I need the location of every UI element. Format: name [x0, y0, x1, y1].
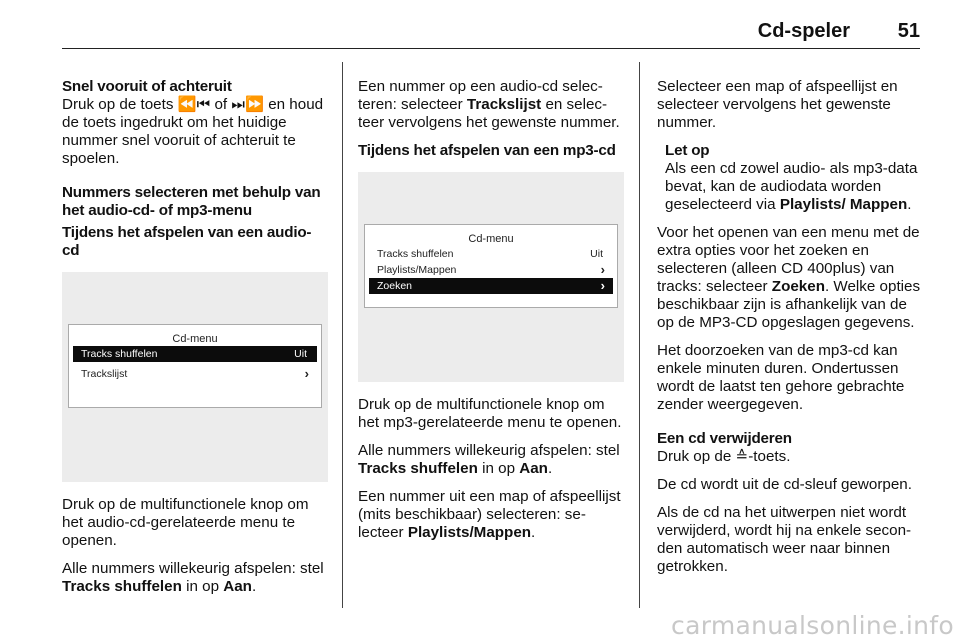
page-title: Cd-speler	[757, 20, 850, 42]
paragraph-open-menu: Druk op de multifunctionele knop om het audio-cd-gerelateerde menu te openen.	[62, 496, 309, 549]
note-box	[665, 142, 923, 214]
paragraph-open-mp3-menu: Druk op de multifunctionele knop om het mp3-gerelateerde menu te openen.	[358, 396, 622, 431]
menu-row-tracks-shuffelen: Tracks shuffelen Uit	[377, 248, 603, 260]
heading-select-tracks: Nummers selecteren met behulp van het audio-cd- of mp3-menu	[62, 184, 321, 219]
menu-title: Cd-menu	[468, 233, 514, 245]
paragraph-shuffle-mp3: Alle nummers willekeurig afspelen: stel Tracks shuffelen in op Aan.	[358, 442, 620, 477]
heading-mp3-cd: Tijdens het afspelen van een mp3-cd	[358, 142, 616, 159]
rewind-icon: ⏪⏮	[177, 96, 211, 113]
paragraph-select-folder: Selecteer een map of afspeellijst en selecteer vervolgens het gewenste nummer.	[657, 78, 898, 131]
watermark: carmanualsonline.info	[671, 611, 954, 640]
chevron-right-icon: ›	[304, 366, 309, 381]
column-divider	[639, 62, 640, 608]
menu-row-tracks-shuffelen: Tracks shuffelen Uit	[73, 346, 317, 362]
chevron-right-icon: ›	[600, 278, 605, 293]
paragraph-fast-forward: Druk op de toets ⏪⏮ of ⏭⏩ en houd de toets ingedrukt om het huidige nummer snel vooruit of achteruit te spoelen.	[62, 96, 324, 167]
menu-row-zoeken: Zoeken ›	[369, 278, 613, 294]
menu-row-playlists-mappen: Playlists/Mappen ›	[377, 262, 605, 277]
note-title: Let op	[665, 142, 710, 159]
paragraph-shuffle: Alle nummers willekeurig afspelen: stel Tracks shuffelen in op Aan.	[62, 560, 324, 595]
column-1	[62, 78, 328, 606]
paragraph-select-track: Een nummer op een audio-cd selecteren: selecteer Trackslijst en selecteer vervolgens het gewenste nummer.	[358, 78, 620, 131]
page-number: 51	[897, 20, 920, 42]
column-3	[657, 78, 923, 586]
paragraph-select-playlist: Een nummer uit een map of afspeellijst (mits beschikbaar) selecteren: selecteer Playlists/Mappen.	[358, 488, 621, 541]
paragraph-ejected: De cd wordt uit de cd-sleuf geworpen.	[657, 476, 912, 493]
cd-menu-figure-mp3	[358, 172, 624, 382]
cd-menu-figure-audio	[62, 272, 328, 482]
menu-row-trackslijst: Trackslijst ›	[81, 366, 309, 381]
paragraph-eject: Druk op de ≙-toets.	[657, 448, 791, 465]
page-header	[62, 0, 920, 49]
eject-icon: ≙	[735, 448, 749, 465]
note-text: Als een cd zowel audio- als mp3-data bevat, kan de audiodata worden geselecteerd via Playlists/ Mappen.	[665, 160, 918, 213]
heading-audio-cd: Tijdens het afspelen van een audio-cd	[62, 224, 312, 259]
chevron-right-icon: ›	[600, 262, 605, 277]
paragraph-auto-retract: Als de cd na het uitwerpen niet wordt verwijderd, wordt hij na enkele seconden automatisch weer naar binnen getrokken.	[657, 504, 912, 575]
column-divider	[342, 62, 343, 608]
menu-title: Cd-menu	[172, 333, 218, 345]
cd-menu-screen	[68, 324, 322, 408]
heading-eject-cd: Een cd verwijderen	[657, 430, 792, 447]
paragraph-search-duration: Het doorzoeken van de mp3-cd kan enkele minuten duren. Ondertussen wordt de laatst ten gehore gebrachte zender weergegeven.	[657, 342, 905, 413]
cd-menu-screen	[364, 224, 618, 308]
column-2	[358, 78, 624, 552]
forward-icon: ⏭⏩	[231, 96, 264, 113]
paragraph-search: Voor het openen van een menu met de extra opties voor het zoeken en selecteren (alleen CD 400plus) van tracks: selecteer Zoeken. Welke opties beschikbaar zijn is afhankelijk van de op de MP3-CD opgeslagen gegevens.	[657, 224, 921, 331]
heading-fast-forward: Snel vooruit of achteruit	[62, 78, 232, 95]
